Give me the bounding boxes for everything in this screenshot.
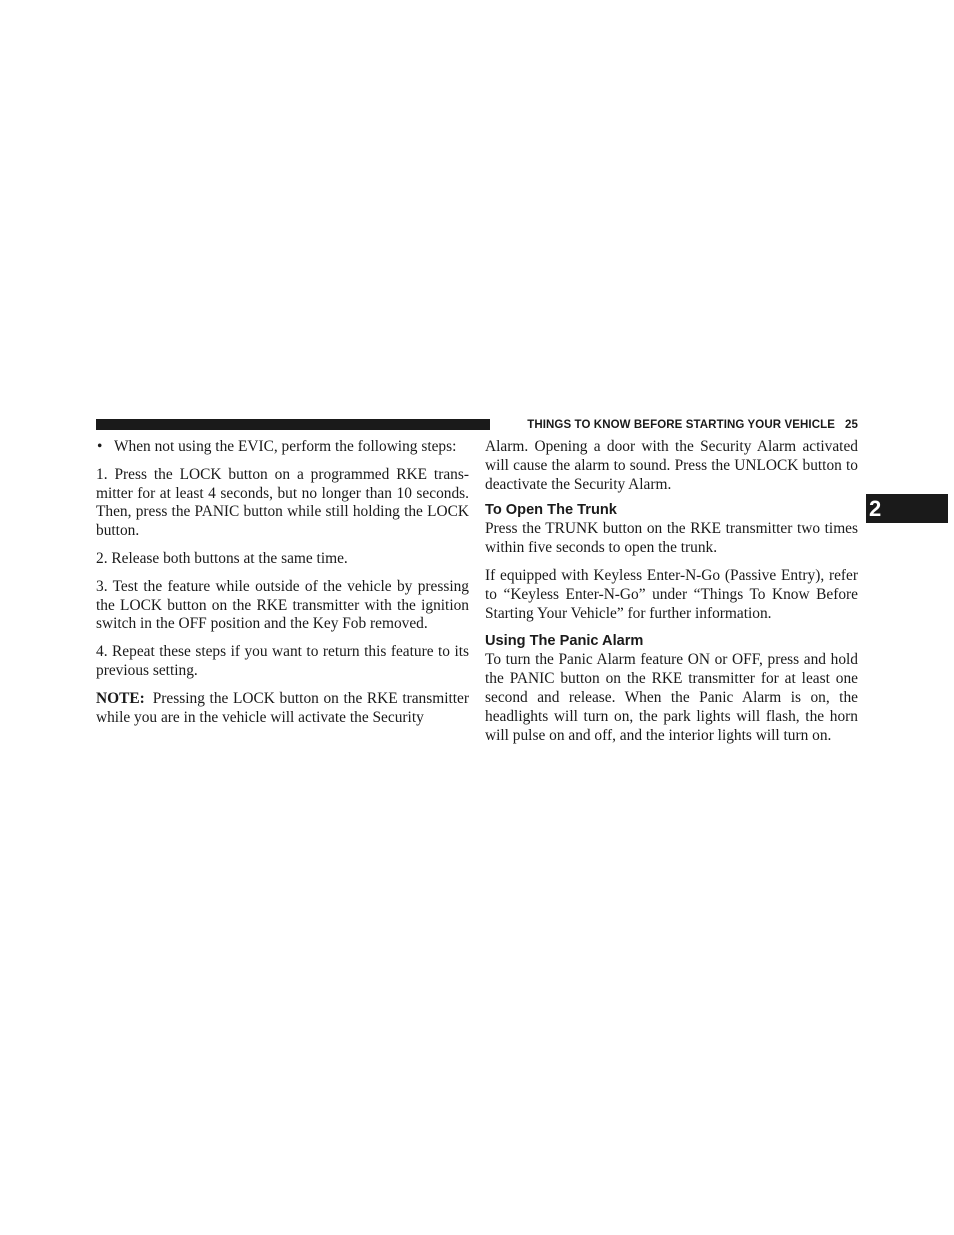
step-1: 1. Press the LOCK button on a programmed RKE transmitter for at least 4 seconds, but no longer than 10 seconds. Then, press the PANIC button while still holding the LOCK button. [96,465,469,540]
left-column [96,438,469,736]
step-4: 4. Repeat these steps if you want to return this feature to its previous setting. [96,643,469,679]
section-title: THINGS TO KNOW BEFORE STARTING YOUR VEHICLE [527,419,835,431]
note-paragraph [96,690,469,728]
header-rule [96,419,490,430]
panic-paragraph: To turn the Panic Alarm feature ON or OFF, press and hold the PANIC button on the RKE transmitter for at least one second and release. When the Panic Alarm is on, the headlights will turn on, the park lights will flash, the horn will pulse on and off, and the interior lights will turn on. [485,651,858,744]
step-2: 2. Release both buttons at the same time. [96,549,348,567]
keyless-paragraph: If equipped with Keyless Enter-N-Go (Passive Entry), refer to “Keyless Enter-N-Go” under “Things To Know Before Starting Your Vehicle” for further information. [485,566,858,622]
note-label: NOTE: [96,689,145,707]
step-3: 3. Test the feature while outside of the vehicle by pressing the LOCK button on the RKE transmitter with the ignition switch in the OFF position and the Key Fob removed. [96,577,469,633]
page-number: 25 [845,419,858,431]
right-column [485,438,858,754]
note-text: Pressing the LOCK button on the RKE transmitter while you are in the vehicle will activate the Security [96,689,469,726]
trunk-heading: To Open The Trunk [485,502,617,519]
note-continued: Alarm. Opening a door with the Security Alarm activated will cause the alarm to sound. Press the UNLOCK button to deactivate the Security Alarm. [485,438,858,493]
bullet-item [96,438,469,457]
bullet-icon: • [97,438,103,455]
chapter-tab: 2 [866,494,948,523]
bullet-text: When not using the EVIC, perform the following steps: [114,438,457,455]
panic-heading: Using The Panic Alarm [485,633,644,650]
running-header [496,417,858,433]
trunk-paragraph: Press the TRUNK button on the RKE transmitter two times within five seconds to open the trunk. [485,520,858,557]
